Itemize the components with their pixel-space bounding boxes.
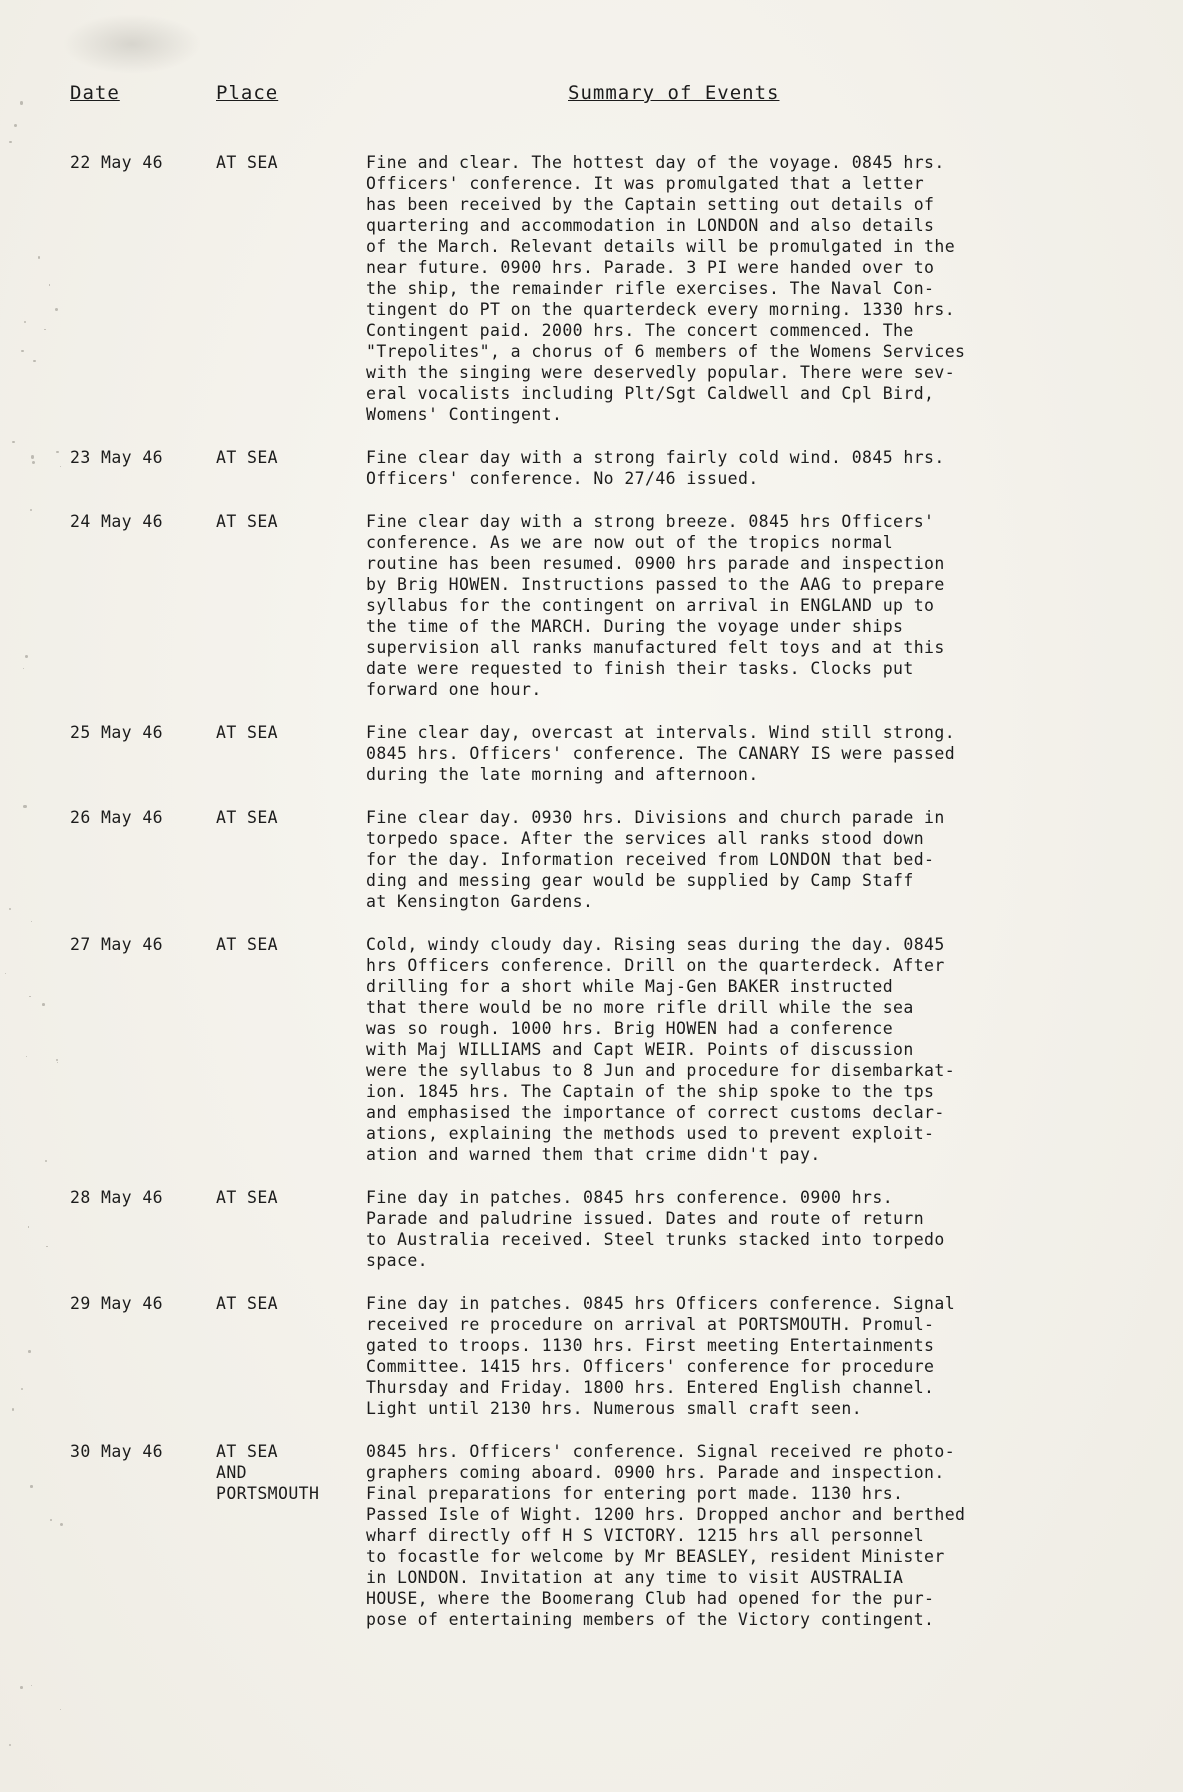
entry-date: 24 May 46 [70, 512, 164, 531]
paper-speck [20, 1686, 23, 1689]
paper-speck [14, 124, 17, 127]
entry-date: 30 May 46 [70, 1442, 164, 1461]
entry-summary: Fine clear day with a strong fairly cold wind. 0845 hrs. Officers' conference. No 27/46 issued. [366, 448, 945, 488]
paper-speck [25, 655, 28, 658]
paper-speck [31, 455, 34, 458]
paper-speck [21, 1388, 23, 1390]
diary-entries [70, 152, 1149, 1630]
entry-summary: 0845 hrs. Officers' conference. Signal received re photo- graphers coming aboard. 0900 hrs. Parade and inspection. Final preparations for entering port made. 1130 hrs. Passed Isle of Wight. 1200 hrs. Dropped anchor and berthed wharf directly off H S VICTORY. 1215 hrs all personnel to focastle for welcome by Mr BEASLEY, resident Minister in LONDON. Invitation at any time to visit AUSTRALIA HOUSE, where the Boomerang Club had opened for the pur- pose of entertaining members of the Victory contingent. [366, 1442, 966, 1629]
paper-speck [5, 973, 6, 974]
entry-date: 25 May 46 [70, 723, 164, 742]
diary-entry [70, 511, 1149, 700]
diary-entry [70, 1441, 1149, 1630]
paper-speck [28, 1350, 31, 1353]
paper-speck [21, 350, 24, 353]
entry-place: AT SEA AND PORTSMOUTH [216, 1442, 320, 1503]
entry-date: 23 May 46 [70, 448, 164, 467]
entry-summary: Fine clear day, overcast at intervals. Wind still strong. 0845 hrs. Officers' conference. The CANARY IS were passed during the late morning and afternoon. [366, 723, 956, 784]
paper-speck [30, 1485, 32, 1487]
diary-entry [70, 152, 1149, 425]
paper-speck [56, 451, 59, 454]
entry-place: AT SEA [216, 808, 279, 827]
paper-speck [60, 466, 61, 467]
paper-speck [20, 101, 23, 104]
entry-summary: Fine clear day. 0930 hrs. Divisions and church parade in torpedo space. After the services all ranks stood down for the day. Information received from LONDON that bed- ding and messing gear would be supplied by Camp Staff at Kensington Gardens. [366, 808, 945, 911]
paper-speck [31, 921, 33, 923]
paper-speck [12, 441, 15, 444]
entry-place: AT SEA [216, 512, 279, 531]
paper-speck [44, 329, 46, 331]
entry-place: AT SEA [216, 935, 279, 954]
header-place: Place [216, 82, 279, 104]
paper-speck [38, 256, 40, 258]
entry-place: AT SEA [216, 1188, 279, 1207]
paper-speck [57, 1062, 58, 1063]
header-summary: Summary of Events [568, 82, 780, 104]
paper-speck [60, 1709, 61, 1710]
paper-speck [42, 1003, 45, 1006]
entry-summary: Fine clear day with a strong breeze. 0845 hrs Officers' conference. As we are now out of the tropics normal routine has been resumed. 0900 hrs parade and inspection by Brig HOWEN. Instructions passed to the AAG to prepare syllabus for the contingent on arrival in ENGLAND up to the time of the MARCH. During the voyage under ships supervision all ranks manufactured felt toys and at this date were requested to finish their tasks. Clocks put forward one hour. [366, 512, 945, 699]
entry-date: 22 May 46 [70, 153, 164, 172]
entry-date: 26 May 46 [70, 808, 164, 827]
paper-speck [9, 908, 12, 911]
entry-place: AT SEA [216, 723, 279, 742]
diary-entry [70, 934, 1149, 1165]
entry-date: 27 May 46 [70, 935, 164, 954]
entry-summary: Fine and clear. The hottest day of the voyage. 0845 hrs. Officers' conference. It was promulgated that a letter has been received by the Captain setting out details of quartering and accommodation in LONDON and also details of the March. Relevant details will be promulgated in the near future. 0900 hrs. Parade. 3 PI were handed over to the ship, the remainder rifle exercises. The Naval Con- tingent do PT on the quarterdeck every morning. 1330 hrs. Contingent paid. 2000 hrs. The concert commenced. The "Trepolites", a chorus of 6 members of the Womens Services with the singing were deservedly popular. There were sev- eral vocalists including Plt/Sgt Caldwell and Cpl Bird, Womens' Contingent. [366, 153, 966, 424]
paper-speck [12, 1408, 14, 1410]
entry-summary: Fine day in patches. 0845 hrs Officers conference. Signal received re procedure on arrival at PORTSMOUTH. Promul- gated to troops. 1130 hrs. First meeting Entertainments Committee. 1415 hrs. Officers' conference for procedure Thursday and Friday. 1800 hrs. Entered English channel. Light until 2130 hrs. Numerous small craft seen. [366, 1294, 956, 1418]
paper-speck [9, 141, 11, 143]
paper-speck [9, 1744, 11, 1746]
header-date: Date [70, 82, 120, 104]
entry-date: 28 May 46 [70, 1188, 164, 1207]
paper-speck [32, 461, 35, 464]
paper-speck [31, 1685, 32, 1686]
paper-speck [23, 668, 24, 669]
diary-entry [70, 722, 1149, 785]
entry-place: AT SEA [216, 153, 279, 172]
paper-speck [29, 996, 30, 997]
paper-speck [33, 360, 35, 362]
paper-speck [30, 509, 32, 511]
paper-speck [56, 1059, 58, 1061]
entry-summary: Cold, windy cloudy day. Rising seas during the day. 0845 hrs Officers conference. Drill on the quarterdeck. After drilling for a short while Maj-Gen BAKER instructed that there would be no more rifle drill while the sea was so rough. 1000 hrs. Brig HOWEN had a conference with Maj WILLIAMS and Capt WEIR. Points of discussion were the syllabus to 8 Jun and procedure for disembarkat- ion. 1845 hrs. The Captain of the ship spoke to the tps and emphasised the importance of correct customs declar- ations, explaining the methods used to prevent exploit- ation and warned them that crime didn't pay. [366, 935, 956, 1164]
diary-entry [70, 447, 1149, 489]
entry-place: AT SEA [216, 1294, 279, 1313]
paper-speck [55, 308, 58, 311]
paper-speck [26, 1056, 27, 1057]
diary-entry [70, 807, 1149, 912]
entry-date: 29 May 46 [70, 1294, 164, 1313]
paper-speck [24, 321, 26, 323]
paper-speck [49, 284, 51, 286]
paper-speck [50, 1519, 52, 1521]
paper-speck [45, 1160, 47, 1162]
column-headers [70, 74, 1149, 104]
entry-summary: Fine day in patches. 0845 hrs conference. 0900 hrs. Parade and paludrine issued. Dates and route of return to Australia received. Steel trunks stacked into torpedo space. [366, 1188, 945, 1270]
paper-speck [23, 805, 26, 808]
entry-place: AT SEA [216, 448, 279, 467]
paper-speck [46, 1246, 47, 1247]
paper-speck [60, 1523, 63, 1526]
paper-speck [28, 1226, 30, 1228]
diary-entry [70, 1187, 1149, 1271]
ink-smudge [62, 14, 202, 74]
diary-entry [70, 1293, 1149, 1419]
